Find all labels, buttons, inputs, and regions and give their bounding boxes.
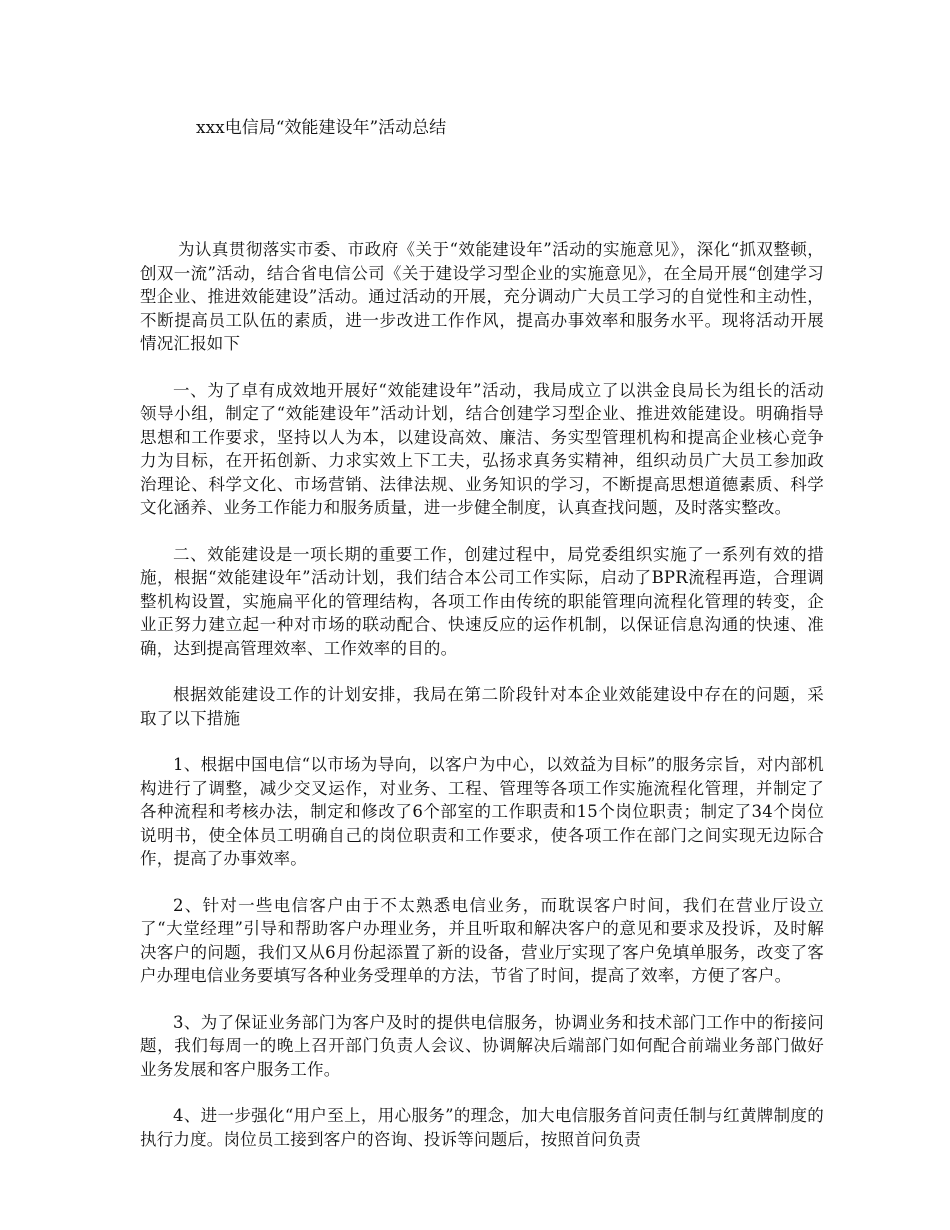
paragraph-intro: 为认真贯彻落实市委、市政府《关于“效能建设年”活动的实施意见》，深化“抓双整顿，创双一流”活动，结合省电信公司《关于建设学习型企业的实施意见》，在全局开展“创建学习型企业、推进效能建设”活动。通过活动的开展，充分调动广大员工学习的自觉性和主动性，不断提高员工队伍的素质，进一步改进工作作风，提高办事效率和服务水平。现将活动开展情况汇报如下 xyxy=(140,240,824,353)
document-title: xxx电信局“效能建设年”活动总结 xyxy=(196,118,447,138)
paragraph-measure-4: 4、进一步强化“用户至上，用心服务”的理念，加大电信服务首问责任制与红黄牌制度的执行力度。岗位员工接到客户的咨询、投诉等问题后，按照首问负责 xyxy=(140,1106,824,1149)
paragraph-section-2: 二、效能建设是一项长期的重要工作，创建过程中，局党委组织实施了一系列有效的措施，根据“效能建设年”活动计划，我们结合本公司工作实际，启动了BPR流程再造，合理调整机构设置，实施扁平化的管理结构，各项工作由传统的职能管理向流程化管理的转变，企业正努力建立起一种对市场的联动配合、快速反应的运作机制，以保证信息沟通的快速、准确，达到提高管理效率、工作效率的目的。 xyxy=(140,544,824,658)
paragraph-measures-intro: 根据效能建设工作的计划安排，我局在第二阶段针对本企业效能建设中存在的问题，采取了以下措施 xyxy=(140,685,824,728)
paragraph-section-1: 一、为了卓有成效地开展好“效能建设年”活动，我局成立了以洪金良局长为组长的活动领导小组，制定了“效能建设年”活动计划，结合创建学习型企业、推进效能建设。明确指导思想和工作要求，坚持以人为本，以建设高效、廉洁、务实型管理机构和提高企业核心竞争力为目标，在开拓创新、力求实效上下工夫，弘扬求真务实精神，组织动员广大员工参加政治理论、科学文化、市场营销、法律法规、业务知识的学习，不断提高思想道德素质、科学文化涵养、业务工作能力和服务质量，进一步健全制度，认真查找问题，及时落实整改。 xyxy=(140,380,824,517)
paragraph-measure-3: 3、为了保证业务部门为客户及时的提供电信服务，协调业务和技术部门工作中的衔接问题，我们每周一的晚上召开部门负责人会议、协调解决后端部门如何配合前端业务部门做好业务发展和客户服务工作。 xyxy=(140,1012,824,1079)
paragraph-measure-1: 1、根据中国电信“以市场为导向，以客户为中心，以效益为目标”的服务宗旨，对内部机构进行了调整，减少交叉运作，对业务、工程、管理等各项工作实施流程化管理，并制定了各种流程和考核办法，制定和修改了6个部室的工作职责和15个岗位职责；制定了34个岗位说明书，使全体员工明确自己的岗位职责和工作要求，使各项工作在部门之间实现无边际合作，提高了办事效率。 xyxy=(140,755,824,868)
document-body xyxy=(140,238,824,1174)
paragraph-measure-2: 2、针对一些电信客户由于不太熟悉电信业务，而耽误客户时间，我们在营业厅设立了“大堂经理”引导和帮助客户办理业务，并且听取和解决客户的意见和要求及投诉，及时解决客户的问题，我们又从6月份起添置了新的设备，营业厅实现了客户免填单服务，改变了客户办理电信业务要填写各种业务受理单的方法，节省了时间，提高了效率，方便了客户。 xyxy=(140,895,824,985)
